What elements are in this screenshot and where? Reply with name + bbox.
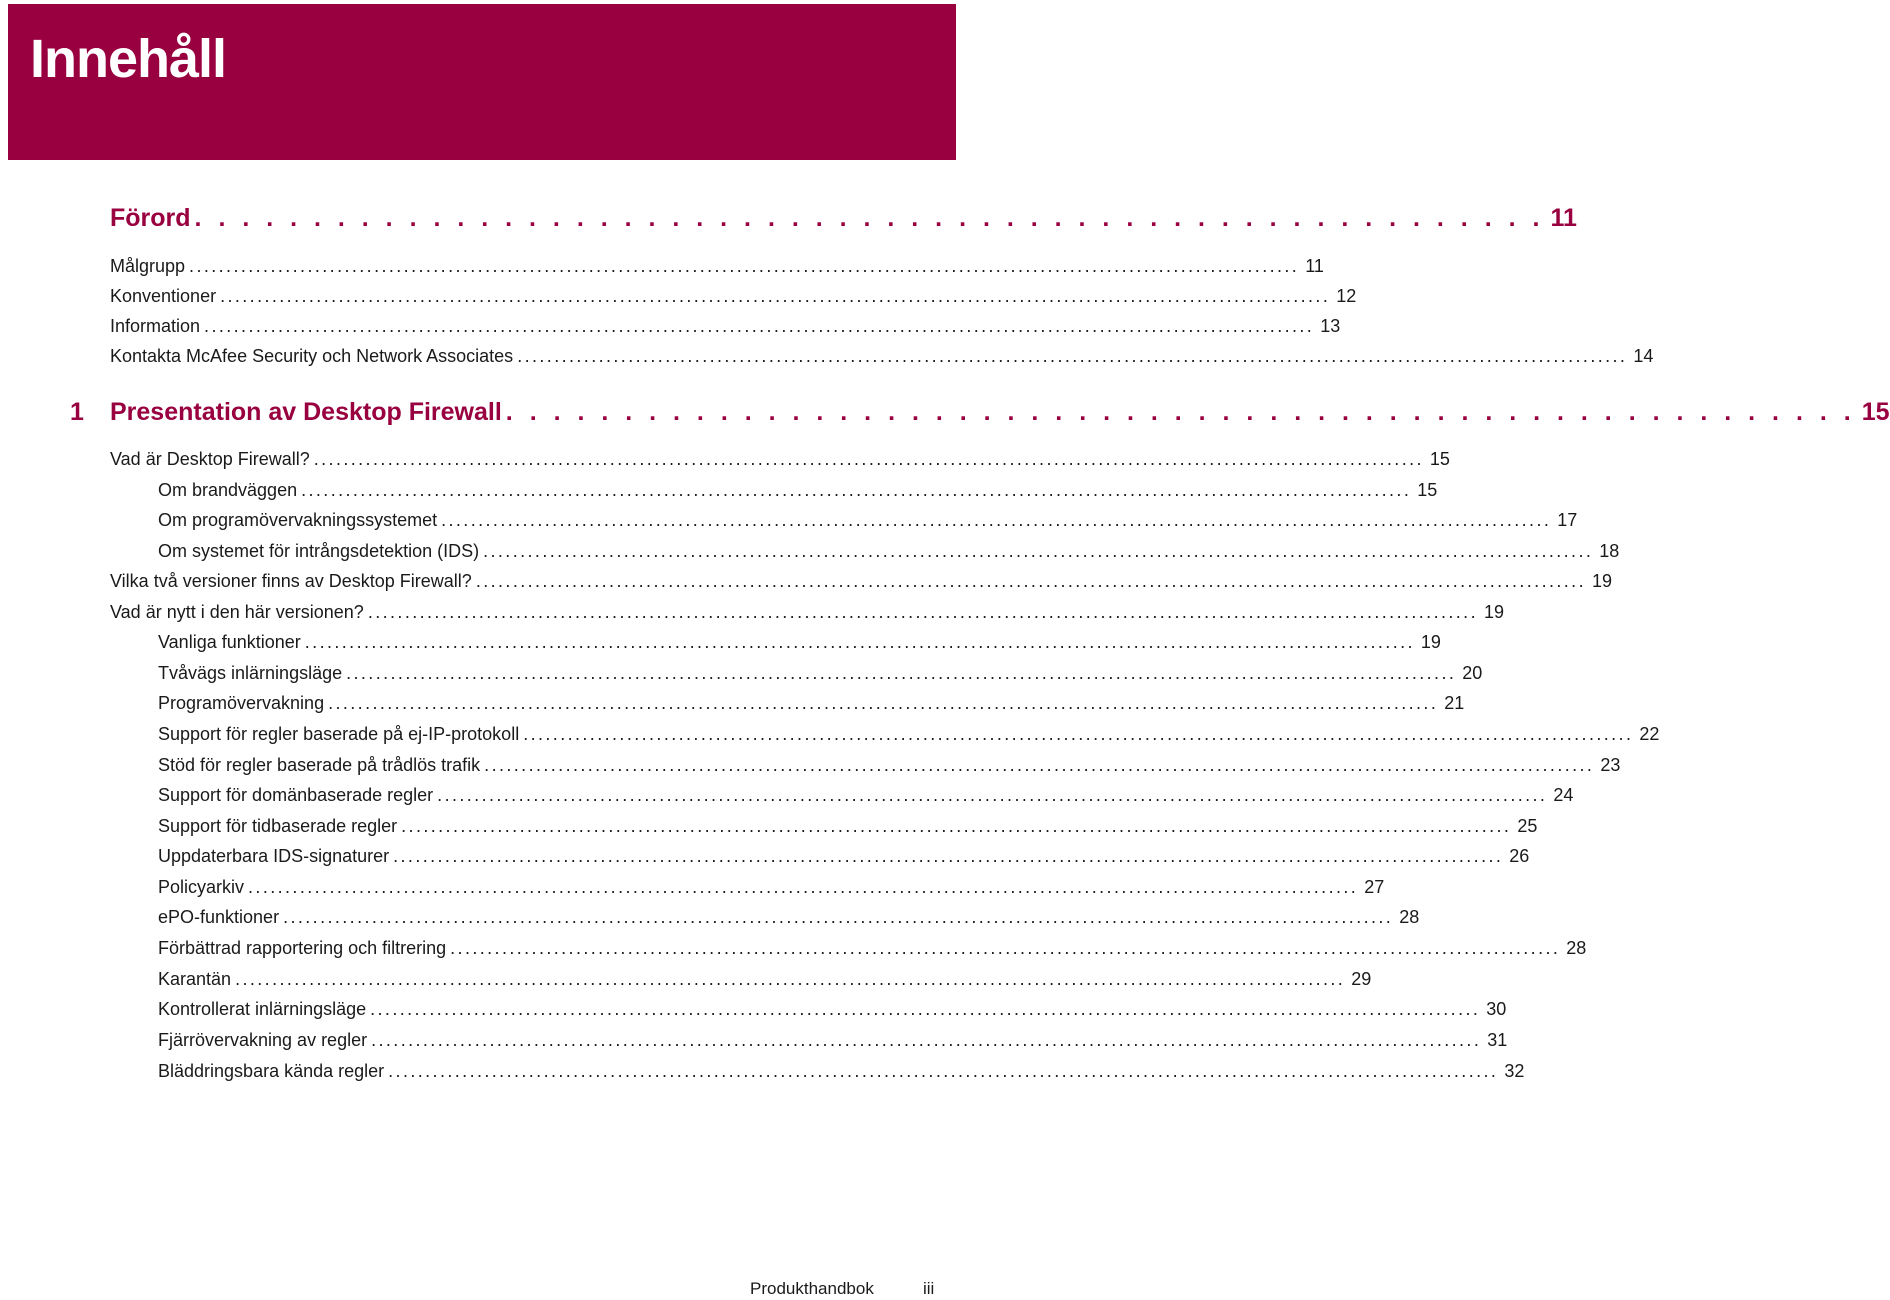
toc-page-number: 15: [1417, 480, 1438, 500]
toc-page-number: 26: [1509, 846, 1530, 866]
toc-section-chapter-1[interactable]: [110, 398, 1890, 427]
toc-page-number: 20: [1462, 663, 1483, 683]
leader-dots: ......................................................................................................................................................: [367, 602, 1478, 622]
toc-page-number: 17: [1557, 510, 1578, 530]
toc-section-forord[interactable]: [110, 204, 1577, 233]
toc-subentry[interactable]: [158, 510, 1578, 531]
toc-page-number: 11: [1550, 204, 1577, 232]
leader-dots: ......................................................................................................................................................: [235, 969, 1346, 989]
toc-section-title: Presentation av Desktop Firewall: [110, 398, 502, 426]
toc-entry-label: Stöd för regler baserade på trådlös trafik: [158, 755, 481, 775]
toc-section-title: Förord: [110, 204, 191, 232]
toc-entry-label: Karantän: [158, 969, 232, 989]
leader-dots: ......................................................................................................................................................: [517, 346, 1628, 366]
chapter-number: 1: [70, 398, 84, 426]
leader-dots: ......................................................................................................................................................: [441, 510, 1552, 530]
toc-entry-label: Uppdaterbara IDS-signaturer: [158, 846, 390, 866]
leader-dots: ......................................................................................................................................................: [301, 480, 1412, 500]
toc-entry-label: Policyarkiv: [158, 877, 245, 897]
toc-entry-label: Support för tidbaserade regler: [158, 816, 398, 836]
toc-subentry[interactable]: [158, 755, 1621, 776]
toc-page-number: 24: [1553, 785, 1574, 805]
leader-dots: . . . . . . . . . . . . . . . . . . . . . . . . . . . . . . . . . . . . . . . . . . . . . . . . . . . . . . . . .: [505, 398, 1856, 426]
toc-subentry[interactable]: [158, 663, 1483, 684]
toc-entry-label: Information: [110, 316, 201, 336]
leader-dots: ......................................................................................................................................................: [370, 999, 1481, 1019]
toc-entry-label: Fjärrövervakning av regler: [158, 1030, 368, 1050]
leader-dots: ......................................................................................................................................................: [304, 632, 1415, 652]
page-title: Innehåll: [30, 29, 227, 89]
toc-page-number: 14: [1633, 346, 1654, 366]
toc-entry-label: Vilka två versioner finns av Desktop Firewall?: [110, 571, 472, 591]
toc-page-number: 31: [1487, 1030, 1508, 1050]
toc-page-number: 18: [1599, 541, 1620, 561]
toc-subentry[interactable]: [158, 785, 1574, 806]
toc-entry-label: Vanliga funktioner: [158, 632, 301, 652]
toc-entry-label: Tvåvägs inlärningsläge: [158, 663, 343, 683]
toc-page-number: 12: [1336, 286, 1357, 306]
toc-page-number: 15: [1861, 398, 1890, 426]
leader-dots: ......................................................................................................................................................: [371, 1030, 1482, 1050]
toc-entry-label: Konventioner: [110, 286, 217, 306]
toc-entry-label: Support för domänbaserade regler: [158, 785, 434, 805]
toc-page-number: 28: [1399, 907, 1420, 927]
leader-dots: ......................................................................................................................................................: [283, 907, 1394, 927]
toc-entry-label: Om programövervakningssystemet: [158, 510, 438, 530]
toc-subentry[interactable]: [158, 938, 1587, 959]
toc-page-number: 22: [1639, 724, 1660, 744]
toc-entry-label: Förbättrad rapportering och filtrering: [158, 938, 447, 958]
toc-page-number: 29: [1351, 969, 1372, 989]
leader-dots: ......................................................................................................................................................: [484, 755, 1595, 775]
toc-entry-label: Vad är Desktop Firewall?: [110, 449, 310, 469]
leader-dots: ......................................................................................................................................................: [483, 541, 1594, 561]
toc-subentry[interactable]: [158, 1030, 1508, 1051]
toc-page-number: 27: [1364, 877, 1385, 897]
toc-entry-label: Support för regler baserade på ej-IP-protokoll: [158, 724, 520, 744]
leader-dots: ......................................................................................................................................................: [388, 1061, 1499, 1081]
toc-entry-label: Vad är nytt i den här versionen?: [110, 602, 364, 622]
toc-entry[interactable]: [110, 449, 1450, 470]
toc-entry-label: Om systemet för intrångsdetektion (IDS): [158, 541, 480, 561]
leader-dots: ......................................................................................................................................................: [346, 663, 1457, 683]
toc-subentry[interactable]: [158, 816, 1538, 837]
toc-entry[interactable]: [110, 346, 1654, 367]
toc-entry-label: Om brandväggen: [158, 480, 298, 500]
leader-dots: ......................................................................................................................................................: [393, 846, 1504, 866]
toc-entry[interactable]: [110, 256, 1324, 277]
leader-dots: ......................................................................................................................................................: [475, 571, 1586, 591]
toc-subentry[interactable]: [158, 877, 1385, 898]
toc-entry-label: Målgrupp: [110, 256, 186, 276]
toc-entry[interactable]: [110, 316, 1341, 337]
toc-page-number: 13: [1320, 316, 1341, 336]
toc-entry-label: Kontakta McAfee Security och Network Associates: [110, 346, 514, 366]
toc-subentry[interactable]: [158, 907, 1420, 928]
toc-subentry[interactable]: [158, 724, 1660, 745]
toc-page-number: 30: [1486, 999, 1507, 1019]
toc-page-number: 19: [1591, 571, 1613, 591]
leader-dots: ......................................................................................................................................................: [248, 877, 1359, 897]
toc-subentry[interactable]: [158, 1061, 1525, 1082]
leader-dots: ......................................................................................................................................................: [401, 816, 1512, 836]
toc-entry-label: Programövervakning: [158, 693, 325, 713]
leader-dots: ......................................................................................................................................................: [450, 938, 1561, 958]
leader-dots: ......................................................................................................................................................: [523, 724, 1634, 744]
toc-subentry[interactable]: [158, 632, 1441, 653]
footer-page-number: iii: [923, 1279, 935, 1298]
toc-page-number: 21: [1444, 693, 1465, 713]
toc-subentry[interactable]: [158, 969, 1372, 990]
toc-page-number: 15: [1429, 449, 1450, 469]
toc-page-number: 32: [1504, 1061, 1525, 1081]
toc-subentry[interactable]: [158, 693, 1465, 714]
leader-dots: . . . . . . . . . . . . . . . . . . . . . . . . . . . . . . . . . . . . . . . . . . . . . . . . . . . . . . . . .: [194, 204, 1545, 232]
leader-dots: ......................................................................................................................................................: [437, 785, 1548, 805]
leader-dots: ......................................................................................................................................................: [189, 256, 1300, 276]
toc-entry[interactable]: [110, 571, 1613, 592]
toc-subentry[interactable]: [158, 480, 1438, 501]
toc-entry-label: Kontrollerat inlärningsläge: [158, 999, 367, 1019]
leader-dots: ......................................................................................................................................................: [313, 449, 1424, 469]
toc-page-number: 23: [1600, 755, 1621, 775]
leader-dots: ......................................................................................................................................................: [220, 286, 1331, 306]
toc-page-number: 11: [1305, 256, 1324, 276]
toc-entry[interactable]: [110, 286, 1357, 307]
toc-entry-label: ePO-funktioner: [158, 907, 280, 927]
toc-page-number: 19: [1420, 632, 1441, 652]
toc-entry-label: Bläddringsbara kända regler: [158, 1061, 385, 1081]
toc-page-number: 25: [1517, 816, 1538, 836]
toc-subentry[interactable]: [158, 999, 1507, 1020]
toc-subentry[interactable]: [158, 541, 1620, 562]
toc-page-number: 19: [1483, 602, 1505, 622]
leader-dots: ......................................................................................................................................................: [204, 316, 1315, 336]
toc-entry[interactable]: [110, 602, 1505, 623]
toc-page-number: 28: [1566, 938, 1587, 958]
toc-subentry[interactable]: [158, 846, 1530, 867]
leader-dots: ......................................................................................................................................................: [328, 693, 1439, 713]
footer-document-name: Produkthandbok: [750, 1279, 874, 1298]
